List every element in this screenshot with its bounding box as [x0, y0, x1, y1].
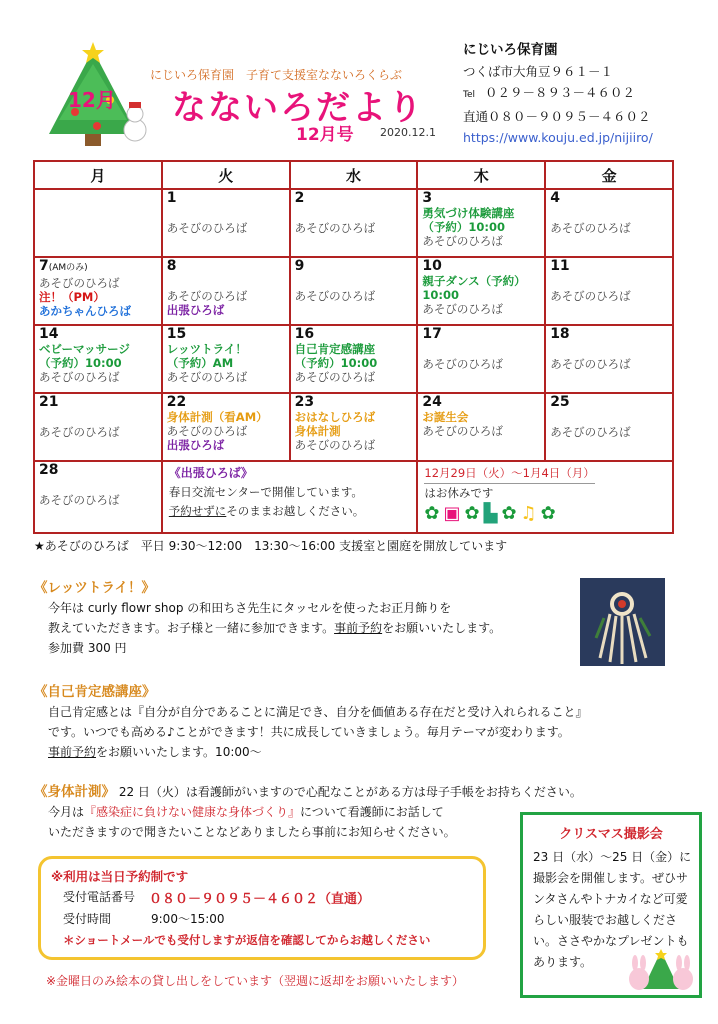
calendar-cell-14: [34, 325, 162, 393]
lets-try-body: [48, 598, 501, 658]
event-shutcho: 出張ひろば: [166, 303, 225, 317]
shintai-heading: 《身体計測》: [34, 784, 115, 800]
calendar-cell-8: [162, 257, 290, 325]
issue-date: 2020.12.1: [380, 126, 436, 139]
tree-month-label: 12月: [68, 88, 116, 112]
calendar-cell-23: [290, 393, 418, 461]
shintai-line2-text: 今月は: [48, 805, 85, 819]
event-shintai: 身体計測: [294, 424, 341, 438]
christmas-text: 23 日（水）～25 日（金）に撮影会を開催します。ぜひサンタさんやトナカイなど可愛らしい服装でお越しください。ささやかなプレゼントもあります。: [533, 850, 692, 969]
shintai-line1: [34, 782, 582, 802]
asobi-hours-note: ★あそびのひろば 平日 9:30～12:00 13:30～16:00 支援室と園庭を開放しています: [34, 539, 508, 553]
event-oyako-dance: 親子ダンス（予約）: [422, 274, 526, 288]
calendar-cell-15: [162, 325, 290, 393]
calendar-cell-11: [545, 257, 673, 325]
shintai-line2: [34, 802, 582, 822]
issue-number: 12月号: [296, 125, 354, 145]
jiko-body: [48, 702, 588, 762]
lets-try-line2-text: 教えていただきます。お子様と一緒に参加できます。: [48, 621, 335, 635]
jiko-line2: です。いつでも高める♪ことができます！共に成長していきましょう。毎月テーマが変わります。: [48, 725, 570, 739]
direct-line: 直通０８０－９０９５－４６０２: [463, 109, 651, 124]
day-number: 1: [166, 190, 177, 206]
day-number: 2: [294, 190, 305, 206]
stocking-icon: ▙: [483, 503, 502, 524]
calendar-cell-7: [34, 257, 162, 325]
holiday-decorations: [424, 503, 666, 525]
event-asobi: あそびのひろば: [39, 276, 120, 290]
lets-try-line2: [48, 618, 501, 638]
holly-icon: ✿: [464, 503, 484, 524]
shutcho-info-title: 《出張ひろば》: [168, 466, 253, 480]
calendar-cell-3: [417, 189, 545, 257]
event-shintai: 身体計測（看AM）: [166, 410, 268, 424]
calendar-cell-18: [545, 325, 673, 393]
calendar-cell-28: [34, 461, 162, 533]
reservation-time: 9:00～15:00: [151, 912, 225, 926]
calendar-holiday-info: [417, 461, 673, 533]
day-number: 11: [550, 258, 570, 274]
day-number: 28: [39, 462, 59, 478]
weekday-tue: 火: [162, 161, 290, 189]
weekday-fri: 金: [545, 161, 673, 189]
event-shutcho: 出張ひろば: [166, 438, 225, 452]
day-number: 23: [294, 394, 315, 410]
shutcho-no-reservation: 予約せずに: [168, 504, 227, 518]
event-baby-massage: ベビーマッサージ: [39, 342, 130, 356]
shintai-section: [34, 782, 582, 842]
event-asobi: あそびのひろば: [39, 370, 120, 384]
event-asobi: あそびのひろば: [294, 289, 376, 303]
event-asobi: あそびのひろば: [550, 221, 631, 235]
day-number: 15: [166, 326, 187, 342]
reservation-title: ※利用は当日予約制です: [51, 869, 189, 884]
day-number: 17: [422, 326, 442, 342]
day-number: 9: [294, 258, 305, 274]
event-asobi: あそびのひろば: [550, 289, 631, 303]
shintai-line3: いただきますので聞きたいことなどありましたら事前にお知らせください。: [48, 825, 456, 839]
calendar-cell-24: [417, 393, 545, 461]
day-number: 16: [294, 326, 315, 342]
event-lets-try: レッツトライ！: [166, 342, 247, 356]
website-link[interactable]: https://www.kouju.ed.jp/nijiiro/: [463, 130, 653, 145]
calendar-week-5: [34, 461, 673, 533]
advance-reservation: 事前予約: [334, 621, 383, 635]
day-number: 14: [39, 326, 59, 342]
page-title: なないろだより: [172, 88, 424, 128]
event-asobi: あそびのひろば: [294, 438, 376, 452]
reservation-box: [38, 856, 486, 960]
header-subtitle: にじいろ保育園 子育て支援室なないろくらぶ: [150, 68, 403, 82]
event-asobi: あそびのひろば: [294, 370, 376, 384]
am-only-note: (AMのみ): [48, 263, 88, 273]
event-asobi: あそびのひろば: [39, 425, 120, 439]
shutcho-info-line2: [169, 502, 411, 521]
shutcho-info-line1: 春日交流センターで開催しています。: [168, 485, 363, 499]
event-asobi: あそびのひろば: [422, 234, 503, 248]
calendar-week-1: [34, 189, 673, 257]
weekday-mon: 月: [34, 161, 162, 189]
calendar-cell-17: [417, 325, 545, 393]
weekday-header-row: [34, 161, 673, 189]
day-number: 25: [550, 394, 570, 410]
holly-icon: ✿: [540, 503, 560, 524]
day-number: 18: [550, 326, 570, 342]
tel-label: Tel: [463, 90, 476, 100]
calendar-cell-22: [162, 393, 290, 461]
reservation-time-label: 受付時間: [63, 912, 112, 926]
gift-icon: ▣: [443, 503, 465, 524]
event-asobi: あそびのひろば: [39, 493, 120, 507]
new-year-decoration-photo: [580, 578, 665, 666]
address: つくば市大角豆９６１－１: [463, 64, 614, 79]
event-yuuki: 勇気づけ体験講座: [422, 206, 515, 220]
event-tanjou: お誕生会: [422, 410, 469, 424]
weekday-thu: 木: [417, 161, 545, 189]
monthly-calendar: [33, 160, 674, 534]
event-asobi: あそびのひろば: [422, 424, 503, 438]
event-asobi: あそびのひろば: [166, 424, 248, 438]
day-number-value: 7: [39, 258, 49, 274]
jiko-reservation: 事前予約: [48, 745, 97, 759]
picture-book-loan-note: ※金曜日のみ絵本の貸し出しをしています（翌週に返却をお願いいたします）: [46, 974, 465, 988]
holly-icon: ✿: [501, 503, 521, 524]
shintai-line2-end: について看護師にお話して: [300, 805, 444, 819]
day-number: 10: [422, 258, 442, 274]
nursery-name: にじいろ保育園: [463, 42, 558, 58]
holiday-text: はお休みです: [424, 486, 494, 500]
event-ohanashi: おはなしひろば: [294, 410, 376, 424]
calendar-cell-empty: [34, 189, 162, 257]
bell-icon: ♫: [520, 503, 541, 524]
bunny-tree-illustration: [625, 949, 695, 993]
christmas-photo-box: [520, 812, 702, 998]
day-number: 3: [422, 190, 433, 206]
lets-try-fee: 参加費 300 円: [48, 641, 127, 655]
event-akachan: あかちゃんひろば: [39, 304, 131, 318]
contact-info: [463, 40, 653, 148]
jiko-line3-text: をお願いいたします。10:00～: [96, 745, 262, 759]
lets-try-line1: 今年は curly flowr shop の和田ちさ先生にタッセルを使ったお正月飾りを: [48, 601, 452, 615]
event-asobi: あそびのひろば: [550, 357, 631, 371]
event-asobi: あそびのひろば: [422, 357, 503, 371]
event-asobi: あそびのひろば: [166, 370, 248, 384]
calendar-shutcho-info: [162, 461, 418, 533]
lets-try-line2-end: をお願いいたします。: [382, 621, 502, 635]
day-number: 24: [422, 394, 442, 410]
calendar-cell-4: [545, 189, 673, 257]
calendar-week-2: [34, 257, 673, 325]
event-oyako-time: 10:00: [422, 288, 459, 302]
calendar-cell-16: [290, 325, 418, 393]
holiday-period: 12月29日（火）～1月4日（月）: [424, 464, 594, 484]
event-jiko: 自己肯定感講座: [294, 342, 376, 356]
day-number: 22: [166, 394, 187, 410]
calendar-cell-25: [545, 393, 673, 461]
day-number: 4: [550, 190, 560, 206]
jiko-heading: 《自己肯定感講座》: [34, 684, 156, 700]
christmas-title: クリスマス撮影会: [559, 827, 663, 842]
jiko-line3: [48, 742, 588, 762]
day-number: 8: [166, 258, 177, 274]
holly-icon: ✿: [424, 503, 444, 524]
calendar-cell-21: [34, 393, 162, 461]
telephone: [463, 82, 653, 106]
event-jiko-time: （予約）10:00: [294, 356, 378, 370]
event-asobi: あそびのひろば: [422, 302, 503, 316]
calendar-week-3: [34, 325, 673, 393]
reservation-phone: ０８０－９０９５－４６０２（直通）: [149, 892, 371, 907]
tel-number: ０２９－８９３－４６０２: [485, 85, 636, 100]
jiko-line1: 自己肯定感とは『自分が自分であることに満足でき、自分を価値ある存在だと受け入れられること』: [48, 705, 588, 719]
calendar-cell-2: [290, 189, 418, 257]
event-asobi: あそびのひろば: [550, 425, 631, 439]
event-yuuki-time: （予約）10:00: [422, 220, 505, 234]
shutcho-come-text: そのままお越しください。: [226, 504, 365, 518]
calendar-cell-9: [290, 257, 418, 325]
reservation-note: ＊ショートメールでも受付しますが返信を確認してからお越しください: [63, 933, 431, 947]
calendar-cell-1: [162, 189, 290, 257]
event-lets-try-time: （予約）AM: [166, 356, 234, 370]
calendar-week-4: [34, 393, 673, 461]
day-number: 21: [39, 394, 59, 410]
event-note-pm: 注！（PM）: [39, 290, 105, 304]
shintai-theme: 『感染症に負けない健康な身体づくり』: [84, 805, 301, 819]
event-asobi: あそびのひろば: [294, 221, 376, 235]
reservation-phone-label: 受付電話番号: [63, 890, 136, 904]
event-asobi: あそびのひろば: [166, 289, 248, 303]
calendar-cell-10: [417, 257, 545, 325]
event-asobi: あそびのひろば: [166, 221, 248, 235]
weekday-wed: 水: [290, 161, 418, 189]
shintai-line1-text: 22 日（火）は看護師がいますので心配なことがある方は母子手帳をお持ちください。: [118, 785, 582, 799]
lets-try-heading: 《レッツトライ！》: [34, 580, 155, 596]
event-baby-time: （予約）10:00: [39, 356, 122, 370]
day-number: [39, 259, 157, 276]
